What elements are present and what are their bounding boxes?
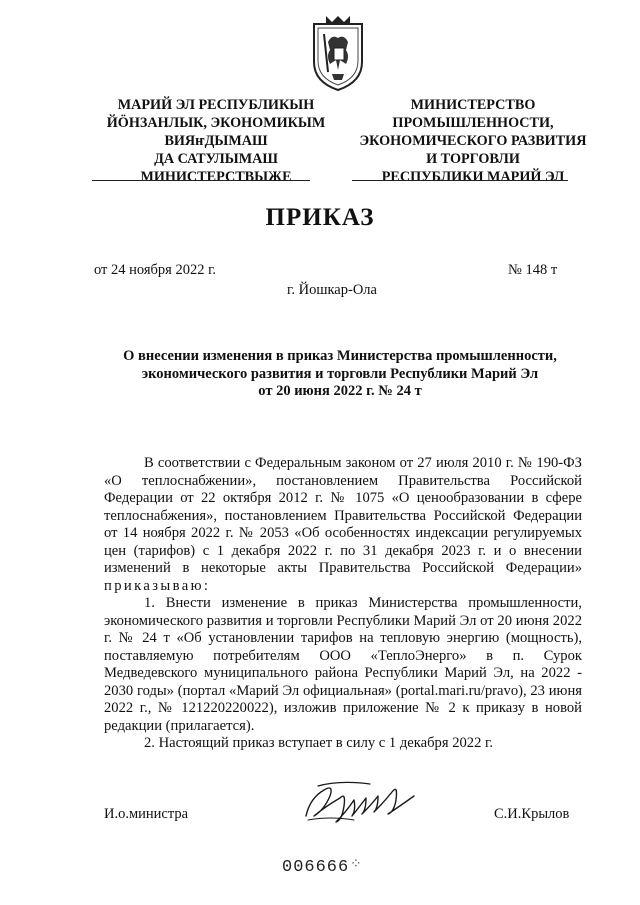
signatory-name: С.И.Крылов [494,806,570,822]
order-number: № 148 т [508,262,558,278]
header-left-line: МАРИЙ ЭЛ РЕСПУБЛИКЫН [117,97,315,113]
header-right-line: ЭКОНОМИЧЕСКОГО РАЗВИТИЯ [359,133,587,149]
header-left-line: ДА САТУЛЫМАШ [154,151,278,167]
subject-line: экономического развития и торговли Республики Марий Эл [141,365,539,382]
header-left-underline [92,180,310,181]
order-body [104,455,582,753]
header-left-line: МИНИСТЕРСТВЫЖЕ [140,169,292,185]
serial-mark-icon: ⁘ [350,857,362,872]
preamble-text: В соответствии с Федеральным законом от 27 июля 2010 г. № 190-ФЗ «О теплоснабжении», постановлением Правительства Российской Федерации от 22 октября 2012 г. № 1075 «О ценообразовании в сфере теплоснабжения», постановлением Правительства Российской Федерации от 14 ноября 2022 г. № 2053 «Об особенностях индексации регулируемых цен (тарифов) с 1 декабря 2022 г. по 31 декабря 2023 г. и о внесении изменений в некоторые акты Правительства Российской Федерации» [104,455,582,576]
item-1-paragraph: 1. Внести изменение в приказ Министерства промышленности, экономического развития и торговли Республики Марий Эл от 20 июня 2022 г. № 24 т «Об установлении тарифов на тепловую энергию (мощность), поставляемую потребителям ООО «ТеплоЭнерго» в п. Сурок Медведевского муниципального района Республики Марий Эл, на 2022 - 2030 годы» (портал «Марий Эл официальная» (portal.mari.ru/pravo), 23 июня 2022 г., № 121220220022), изложив приложение № 2 к приказу в новой редакции (прилагается). [104,595,582,734]
order-subject [80,348,600,401]
serial-number: 006666 [282,858,350,877]
header-left-block [86,96,346,186]
header-right-line: МИНИСТЕРСТВО [410,97,536,113]
subject-line: О внесении изменения в приказ Министерства промышленности, [123,348,557,364]
header-right-underline [352,180,568,181]
preamble-paragraph [104,455,582,595]
coat-of-arms-emblem [306,14,370,92]
document-title: ПРИКАЗ [265,204,375,231]
subject-line: от 20 июня 2022 г. № 24 т [258,383,422,399]
header-left-line: ЙÖНЗАНЛЫК, ЭКОНОМИКЫМ [106,115,326,131]
signatory-role: И.о.министра [104,806,189,822]
header-right-line: ПРОМЫШЛЕННОСТИ, [392,115,554,131]
order-word: приказываю: [104,577,211,594]
header-right-line: РЕСПУБЛИКИ МАРИЙ ЭЛ [381,169,565,185]
header-right-line: И ТОРГОВЛИ [426,151,520,167]
order-city: г. Йошкар-Ола [287,282,377,298]
handwritten-signature [300,776,426,828]
header-right-block [338,96,608,186]
header-left-line: ВИЯҥДЫМАШ [164,133,268,149]
item-2-paragraph: 2. Настоящий приказ вступает в силу с 1 декабря 2022 г. [144,735,494,751]
order-date: от 24 ноября 2022 г. [94,262,217,278]
